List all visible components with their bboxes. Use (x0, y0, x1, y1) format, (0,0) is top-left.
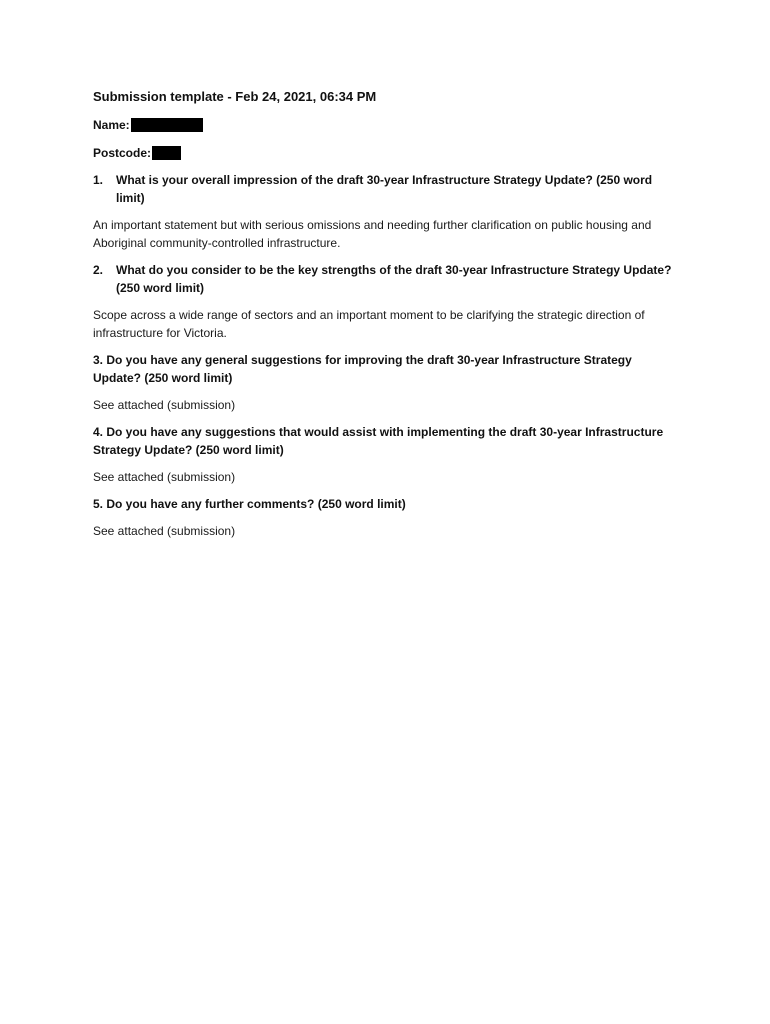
document-title: Submission template - Feb 24, 2021, 06:34 PM (93, 89, 377, 104)
question-2 (93, 261, 673, 297)
answer-5: See attached (submission) (93, 524, 236, 538)
question-1-number: 1. (93, 173, 104, 187)
question-4: 4. Do you have any suggestions that would assist with implementing the draft 30-year Infrastructure Strategy Update? (250 word limit) (93, 425, 664, 457)
question-1-text: What is your overall impression of the draft 30-year Infrastructure Strategy Update? (250 word limit) (116, 173, 653, 205)
question-3: 3. Do you have any general suggestions for improving the draft 30-year Infrastructure Strategy Update? (250 word limit) (93, 353, 632, 385)
answer-2: Scope across a wide range of sectors and an important moment to be clarifying the strategic direction of infrastructure for Victoria. (93, 308, 645, 340)
name-redaction (131, 118, 203, 132)
question-1 (93, 171, 673, 207)
postcode-label: Postcode: (93, 145, 152, 160)
name-label: Name: (93, 117, 130, 132)
postcode-field (93, 143, 673, 162)
question-5: 5. Do you have any further comments? (250 word limit) (93, 497, 406, 511)
answer-1: An important statement but with serious omissions and needing further clarification on public housing and Aboriginal community-controlled infrastructure. (93, 218, 652, 250)
postcode-redaction (152, 146, 181, 160)
answer-3: See attached (submission) (93, 398, 236, 412)
answer-4: See attached (submission) (93, 470, 236, 484)
name-field (93, 115, 673, 134)
question-2-text: What do you consider to be the key strengths of the draft 30-year Infrastructure Strategy Update? (250 word limit) (116, 263, 672, 295)
question-2-number: 2. (93, 263, 104, 277)
document-page (93, 88, 673, 549)
